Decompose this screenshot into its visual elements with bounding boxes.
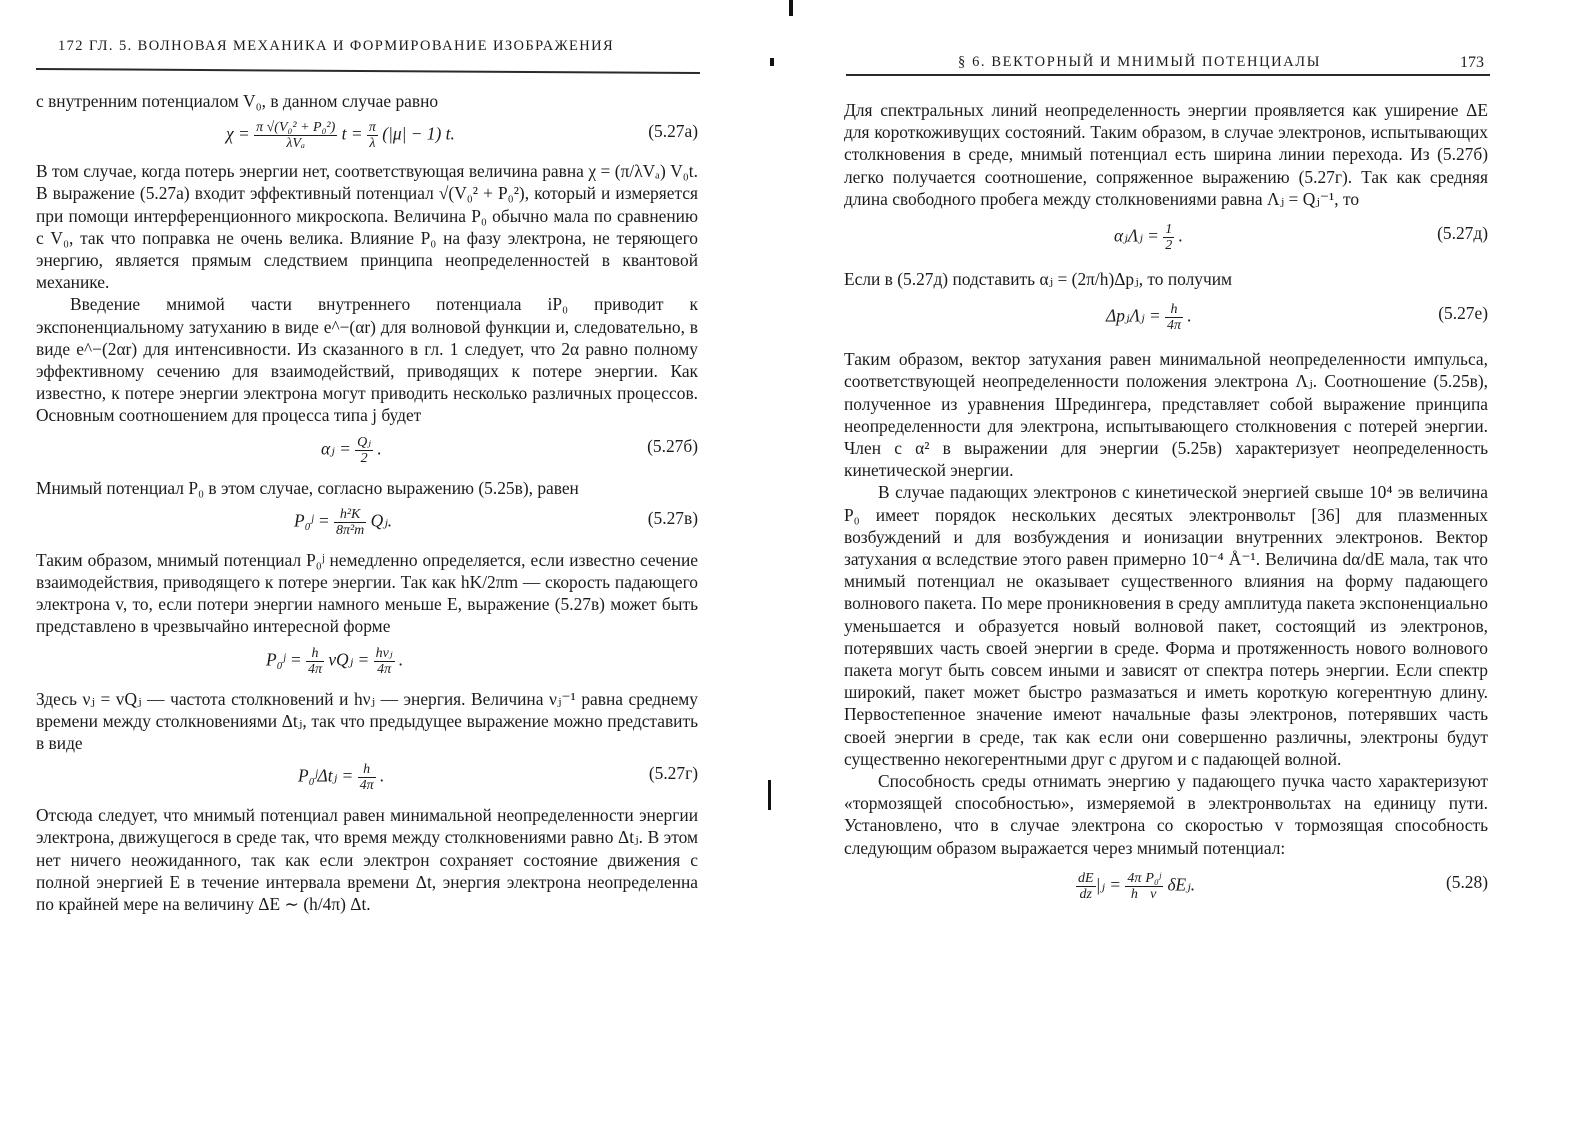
equation-body: P₀ʲ = $\frac{h}{4\pi}$ vQⱼ = $\frac{\text{hνⱼ}}{4\pi}$ . xyxy=(266,645,404,677)
equation-label: (5.27г) xyxy=(648,763,698,784)
equation-unnumbered xyxy=(36,644,698,684)
equation-body: αⱼ = $\frac{\text{Qⱼ}}{2}$ . xyxy=(321,434,382,466)
paragraph: В случае падающих электронов с кинетической энергией свыше 10⁴ эв величина P₀ имеет порядок нескольких десятых электронвольт [36] для плазменных возбуждений и для возбуждения и ионизации внутренних электронов. Вектор затухания α вследствие этого равен примерно 10⁻⁴ Å⁻¹. Величина dα/dE мала, так что мнимый потенциал не оказывает существенного влияния на форму падающего волнового пакета. По мере проникновения в среду амплитуда пакета экспоненциально уменьшается и образуется новый волновой пакет, состоящий из электронов, потерявших часть своей энергии в среде. Форма и протяженность нового волнового пакета могут быть совсем иными и зависят от спектра потерь энергии. Если спектр широкий, пакет может быстро размазаться и иметь короткую когерентную длину. Первостепенное значение имеют начальные фазы электронов, потерявших часть своей энергии в среде, так как если они совершенно различны, электроны будут существенно некогерентными друг с другом и с падающей волной. xyxy=(844,482,1488,769)
running-head: 172 ГЛ. 5. ВОЛНОВАЯ МЕХАНИКА И ФОРМИРОВАНИЕ ИЗОБРАЖЕНИЯ xyxy=(58,38,615,54)
equation-label: (5.27е) xyxy=(1438,303,1488,324)
paragraph: Отсюда следует, что мнимый потенциал равен минимальной неопределенности энергии электрона, движущегося в среде так, что время между столкновениями равно Δtⱼ. В этом нет ничего неожиданного, так как если электрон сохраняет состояние движения с полной энергией E в течение интервала времени Δt, энергия электрона неопределенна по крайней мере на величину ΔE ∼ (h/4π) Δt. xyxy=(36,805,698,915)
paragraph: В том случае, когда потерь энергии нет, соответствующая величина равна χ = (π/λVₐ) V₀t. В выражение (5.27а) входит эффективный потенциал √(V₀² + P₀²), который и измеряется при помощи интерференционного микроскопа. Величина P₀ обычно мала по сравнению с V₀, так что поправка не очень велика. Влияние P₀ на фазу электрона, не теряющего энергию, является прямым следствием принципа неопределенностей в квантовой механике. xyxy=(36,161,698,293)
equation-body: ΔpⱼΛⱼ = $\frac{h}{4\pi}$ . xyxy=(1106,302,1192,334)
equation-5-28 xyxy=(844,869,1488,913)
paragraph: Введение мнимой части внутреннего потенциала iP₀ приводит к экспоненциальному затуханию в виде e^−(αr) для волновой функции и, следовательно, в виде e^−(2αr) для интенсивности. Из сказанного в гл. 1 следует, что 2α равно полному эффективному сечению для взаимодействий, приводящих к потере энергии. Как известно, к потере энергии электрона могут приводить несколько различных процессов. Основным соотношением для процесса типа j будет xyxy=(36,294,698,426)
paragraph: Таким образом, мнимый потенциал P₀ʲ немедленно определяется, если известно сечение взаимодействия, приводящего к потере энергии. Так как hK/2πm — скорость падающего электрона v, то, если потери энергии намного меньше E, выражение (5.27в) может быть представлено в чрезвычайно интересной форме xyxy=(36,549,698,637)
equation-body: $\frac{dE}{dz}$ |ⱼ = $\frac{4\pi}{h}$ $\frac{\text{P₀ʲ}}{v}$ δEⱼ. xyxy=(1078,870,1196,902)
equation-5-27v xyxy=(36,505,698,545)
equation-5-27e xyxy=(844,300,1488,344)
paragraph: Если в (5.27д) подставить αⱼ = (2π/h)Δpⱼ, то получим xyxy=(844,269,1233,290)
page-number: 173 xyxy=(1460,54,1484,71)
paragraph: Таким образом, вектор затухания равен минимальной неопределенности импульса, соответствующей неопределенности положения электрона Λⱼ. Соотношение (5.25в), полученное из уравнения Шредингера, представляет собой выражение принципа неопределенности для электрона, испытывающего столкновения с потерей энергии. Член с α² в выражении для энергии (5.25в) характеризует неопределенность кинетической энергии. xyxy=(844,349,1488,481)
equation-5-27a xyxy=(36,118,698,156)
equation-label: (5.27в) xyxy=(647,507,698,528)
right-page xyxy=(780,0,1571,1146)
paragraph: Здесь νⱼ = vQⱼ — частота столкновений и hνⱼ — энергия. Величина νⱼ⁻¹ равна среднему времени между столкновениями Δtⱼ, так что предыдущее выражение можно представить в виде xyxy=(36,688,698,754)
paragraph: Мнимый потенциал P₀ в этом случае, согласно выражению (5.25в), равен xyxy=(36,477,579,498)
equation-label: (5.27д) xyxy=(1437,223,1488,244)
paragraph: Для спектральных линий неопределенность энергии проявляется как уширение ΔE для короткоживущих состояний. Таким образом, в случае электронов, испытывающих столкновения в среде, мнимый потенциал есть ширина линии перехода. Из (5.27б) легко получается соотношение, сопряженное выражению (5.27г). Так как средняя длина свободного пробега между столкновениями равна Λⱼ = Qⱼ⁻¹, то xyxy=(844,100,1488,209)
paragraph: с внутренним потенциалом V₀, в данном случае равно xyxy=(36,91,439,111)
equation-body: P₀ʲΔtⱼ = $\frac{h}{4\pi}$ . xyxy=(298,762,385,794)
left-page xyxy=(0,0,760,1146)
left-column xyxy=(36,90,698,915)
equation-label: (5.28) xyxy=(1445,871,1488,892)
paragraph: Способность среды отнимать энергию у падающего пучка часто характеризуют «тормозящей способностью», измеряемой в электронвольтах на единицу пути. Установлено, что в случае электрона со скоростью v тормозящая способность следующим образом выражается через мнимый потенциал: xyxy=(844,771,1488,858)
scan-mark xyxy=(770,58,774,66)
equation-5-27d xyxy=(844,220,1488,264)
equation-body: P₀ʲ = $\frac{\text{h²K}}{\text{8π²m}}$ Qⱼ. xyxy=(294,506,393,538)
equation-5-27g xyxy=(36,760,698,800)
header-rule xyxy=(846,74,1490,76)
equation-body: χ = $\frac{\text{π √(V₀² + P₀²)}}{\text{λVₐ}}$ t = $\frac{\pi}{\lambda}$ (|μ| − 1) t. xyxy=(226,120,455,152)
right-column xyxy=(844,99,1488,917)
equation-5-27b xyxy=(36,433,698,473)
header-rule xyxy=(36,68,700,74)
equation-body: αⱼΛⱼ = $\frac{1}{2}$ . xyxy=(1114,222,1183,254)
equation-label: (5.27а) xyxy=(648,121,698,142)
running-title: § 6. ВЕКТОРНЫЙ И МНИМЫЙ ПОТЕНЦИАЛЫ xyxy=(958,54,1321,70)
scan-mark xyxy=(768,780,771,810)
equation-label: (5.27б) xyxy=(647,435,698,456)
